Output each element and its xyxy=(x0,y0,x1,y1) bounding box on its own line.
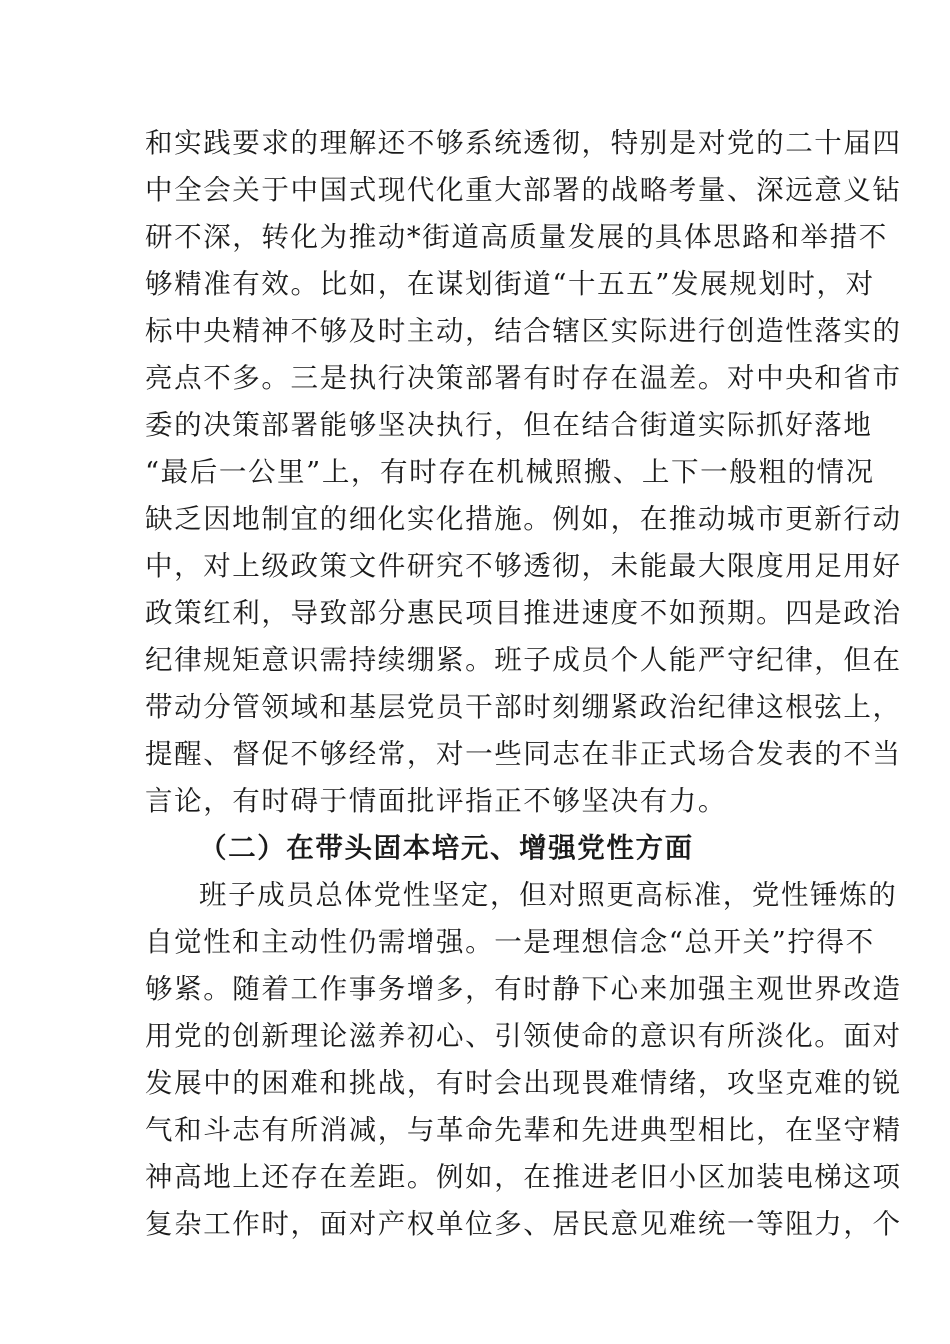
paragraph-line: 气和斗志有所消减，与革命先辈和先进典型相比，在坚守精 xyxy=(145,1114,902,1146)
paragraph-line: “最后一公里”上，有时存在机械照搬、上下一般粗的情况 xyxy=(145,456,875,488)
paragraph-line: 言论，有时碍于情面批评指正不够坚决有力。 xyxy=(145,785,727,817)
paragraph-line: 纪律规矩意识需持续绷紧。班子成员个人能严守纪律，但在 xyxy=(145,644,902,676)
section-heading: （二）在带头固本培元、增强党性方面 xyxy=(199,832,694,864)
paragraph-line: 神高地上还存在差距。例如，在推进老旧小区加装电梯这项 xyxy=(145,1161,902,1193)
paragraph-line: 亮点不多。三是执行决策部署有时存在温差。对中央和省市 xyxy=(145,362,902,394)
paragraph-line: 标中央精神不够及时主动，结合辖区实际进行创造性落实的 xyxy=(145,315,902,347)
paragraph-line: 缺乏因地制宜的细化实化措施。例如，在推动城市更新行动 xyxy=(145,503,902,535)
paragraph-line: 政策红利，导致部分惠民项目推进速度不如预期。四是政治 xyxy=(145,597,902,629)
paragraph-line: 和实践要求的理解还不够系统透彻，特别是对党的二十届四 xyxy=(145,127,902,159)
paragraph-line: 够紧。随着工作事务增多，有时静下心来加强主观世界改造 xyxy=(145,973,902,1005)
paragraph-line: 班子成员总体党性坚定，但对照更高标准，党性锤炼的 xyxy=(199,879,898,911)
paragraph-line: 自觉性和主动性仍需增强。一是理想信念“总开关”拧得不 xyxy=(145,926,875,958)
paragraph-line: 复杂工作时，面对产权单位多、居民意见难统一等阻力，个 xyxy=(145,1208,902,1240)
paragraph-line: 研不深，转化为推动*街道高质量发展的具体思路和举措不 xyxy=(145,221,888,253)
paragraph-line: 提醒、督促不够经常，对一些同志在非正式场合发表的不当 xyxy=(145,738,902,770)
paragraph-line: 发展中的困难和挑战，有时会出现畏难情绪，攻坚克难的锐 xyxy=(145,1067,902,1099)
paragraph-line: 用党的创新理论滋养初心、引领使命的意识有所淡化。面对 xyxy=(145,1020,902,1052)
paragraph-line: 委的决策部署能够坚决执行，但在结合街道实际抓好落地 xyxy=(145,409,873,441)
paragraph-line: 中，对上级政策文件研究不够透彻，未能最大限度用足用好 xyxy=(145,550,902,582)
paragraph-line: 够精准有效。比如，在谋划街道“十五五”发展规划时，对 xyxy=(145,268,875,300)
paragraph-line: 中全会关于中国式现代化重大部署的战略考量、深远意义钻 xyxy=(145,174,902,206)
paragraph-line: 带动分管领域和基层党员干部时刻绷紧政治纪律这根弦上， xyxy=(145,691,902,723)
document-body xyxy=(145,120,902,1248)
